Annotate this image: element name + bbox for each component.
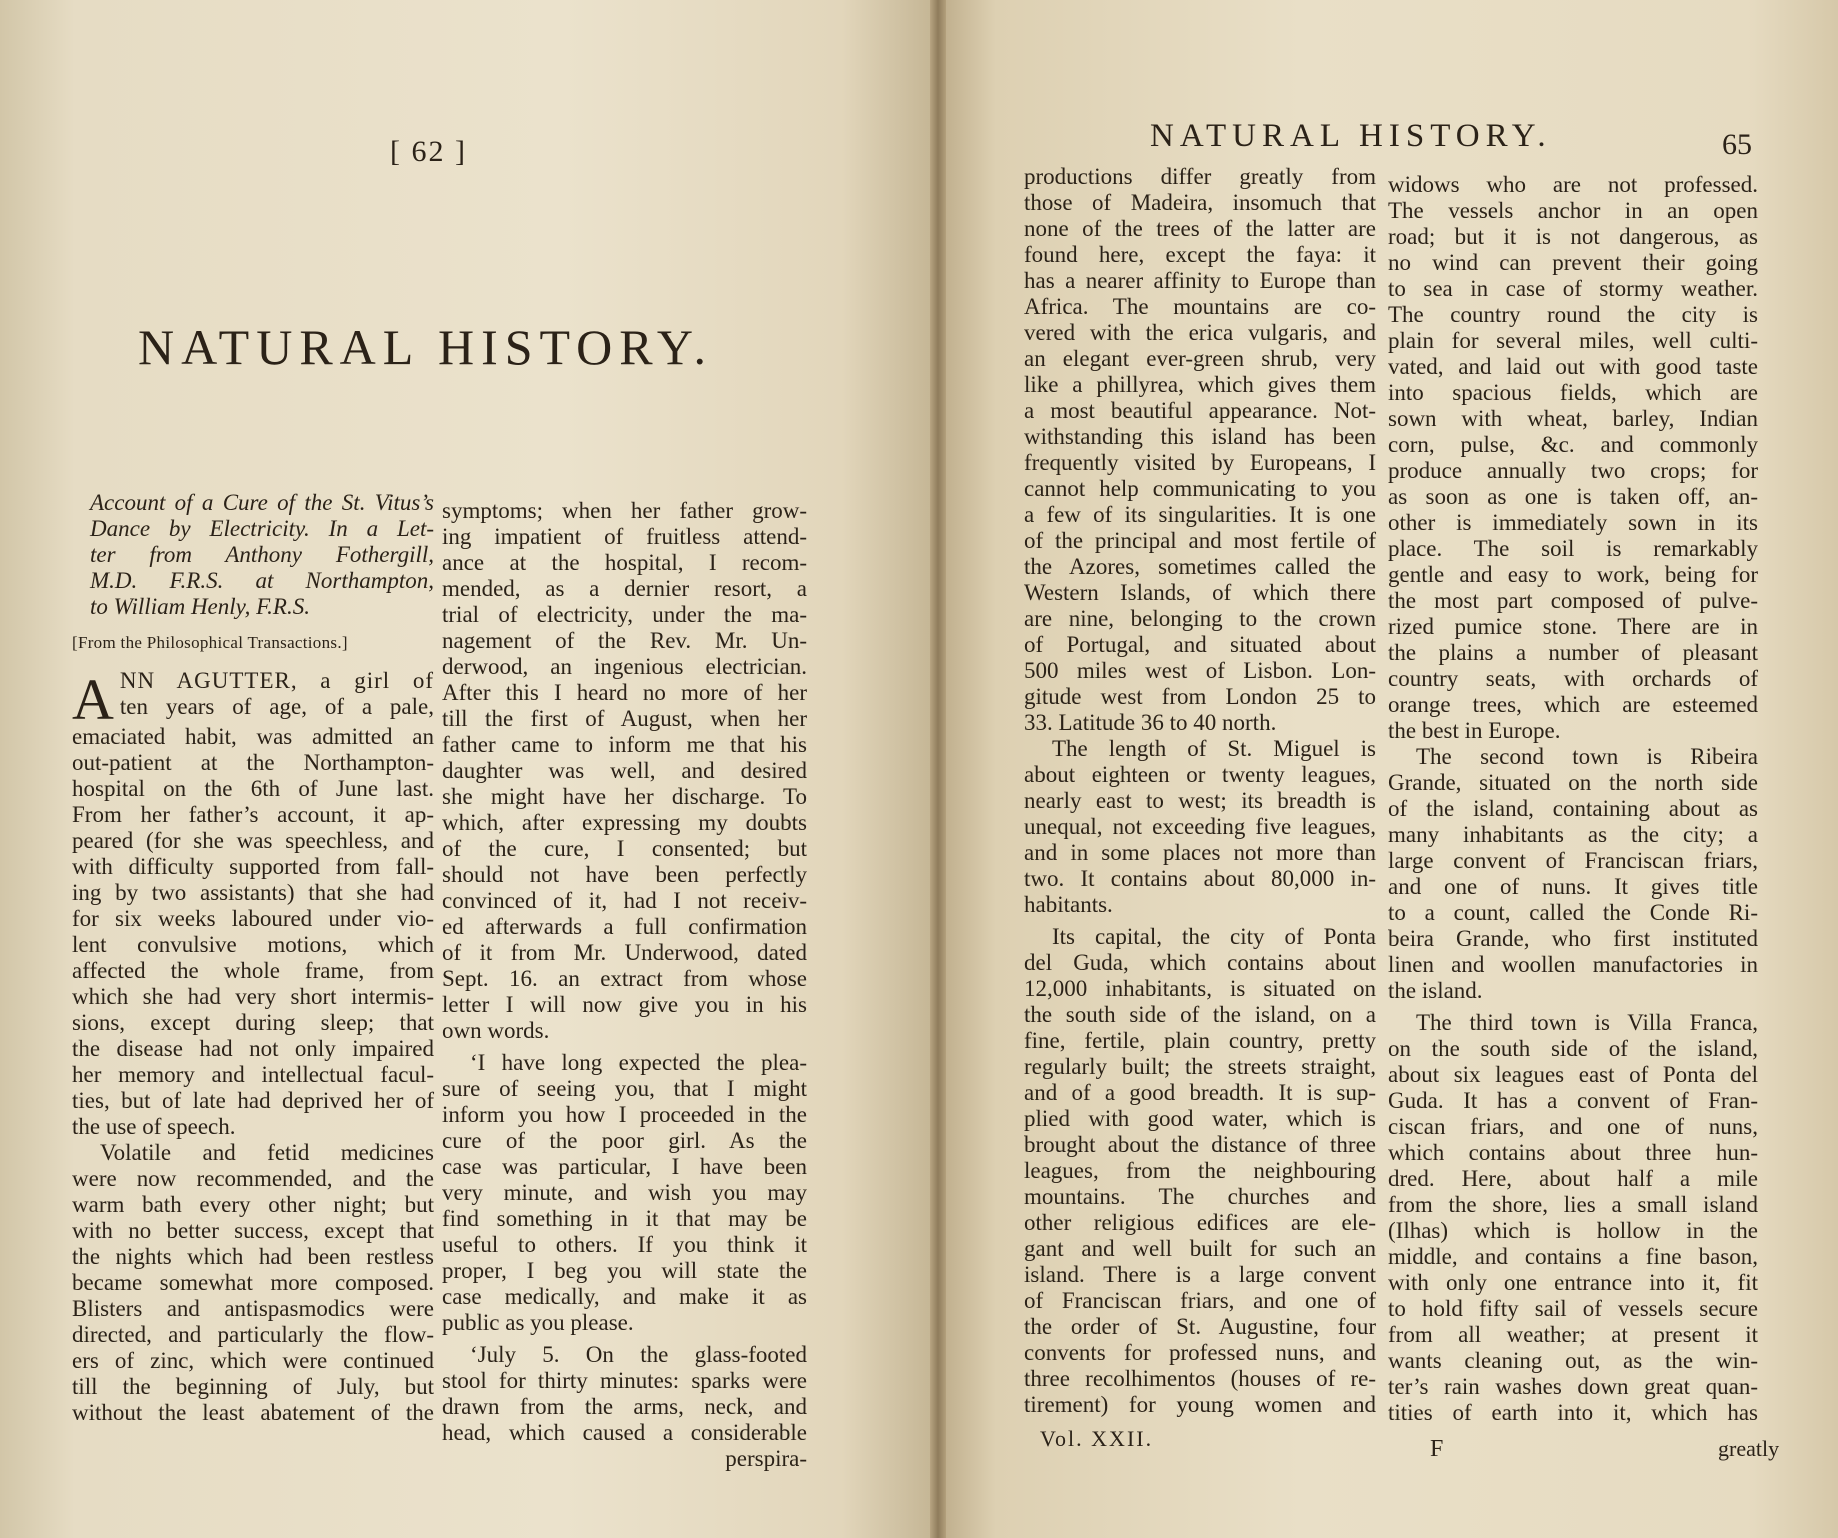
text-line: rized pumice stone. There are in	[1388, 614, 1758, 639]
text-line: unequal, not exceeding five leagues,	[1024, 814, 1376, 839]
paragraph	[1388, 744, 1758, 1004]
text-line: no wind can prevent their going	[1388, 250, 1758, 275]
text-line: with no better success, except that	[72, 1218, 434, 1243]
text-line: tirement) for young women and	[1024, 1392, 1376, 1417]
text-line: about six leagues east of Ponta del	[1388, 1062, 1758, 1087]
text-line: fine, fertile, plain country, pretty	[1024, 1028, 1376, 1053]
text-line: from all weather; at present it	[1388, 1322, 1758, 1347]
text-line: the nights which had been restless	[72, 1244, 434, 1269]
text-line: Its capital, the city of Ponta	[1052, 924, 1376, 949]
text-line: country seats, with orchards of	[1388, 666, 1758, 691]
text-line: trial of electricity, under the ma-	[442, 602, 807, 627]
text-line: The second town is Ribeira	[1416, 744, 1758, 769]
right-column-2	[1388, 172, 1758, 1426]
heading-line: Dance by Electricity. In a Let-	[90, 516, 434, 541]
text-line: linen and woollen manufactories in	[1388, 952, 1758, 977]
text-line: 500 miles west of Lisbon. Lon-	[1024, 658, 1376, 683]
text-line: of the principal and most fertile of	[1024, 528, 1376, 553]
text-line: stool for thirty minutes: sparks were	[442, 1368, 807, 1393]
left-column-1	[72, 490, 434, 1426]
text-line: corn, pulse, &c. and commonly	[1388, 432, 1758, 457]
section-title: NATURAL HISTORY.	[138, 319, 714, 375]
text-line: plied with good water, which is	[1024, 1106, 1376, 1131]
text-line: cure of the poor girl. As the	[442, 1128, 807, 1153]
paragraph	[72, 668, 434, 1140]
text-line: head, which caused a considerable	[442, 1420, 807, 1445]
text-line: The country round the city is	[1388, 302, 1758, 327]
text-line: emaciated habit, was admitted an	[72, 724, 434, 749]
text-line: withstanding this island has been	[1024, 424, 1376, 449]
text-line: cannot help communicating to you	[1024, 476, 1376, 501]
text-line: letter I will now give you in his	[442, 992, 807, 1017]
text-line: directed, and particularly the flow-	[72, 1322, 434, 1347]
text-line: a most beautiful appearance. Not-	[1024, 398, 1376, 423]
text-line: lent convulsive motions, which	[72, 932, 434, 957]
text-line: NN AGUTTER, a girl of	[119, 668, 434, 693]
text-line: with only one entrance into it, fit	[1388, 1270, 1758, 1295]
text-line: has a nearer affinity to Europe than	[1024, 268, 1376, 293]
text-line: middle, and contains a fine bason,	[1388, 1244, 1758, 1269]
text-line: frequently visited by Europeans, I	[1024, 450, 1376, 475]
text-line: tities of earth into it, which has	[1388, 1400, 1758, 1425]
text-line: own words.	[442, 1018, 550, 1043]
running-title: NATURAL HISTORY.	[1150, 118, 1552, 154]
text-line: sown with wheat, barley, Indian	[1388, 406, 1758, 431]
paragraph	[1024, 924, 1376, 1418]
text-line: to sea in case of stormy weather.	[1388, 276, 1758, 301]
text-line: The vessels anchor in an open	[1388, 198, 1758, 223]
text-line: to a count, called the Conde Ri-	[1388, 900, 1758, 925]
text-line: the plains a number of pleasant	[1388, 640, 1758, 665]
text-line: brought about the distance of three	[1024, 1132, 1376, 1157]
text-line: are nine, belonging to the crown	[1024, 606, 1376, 631]
paragraph	[442, 498, 807, 1044]
text-line: ers of zinc, which were continued	[72, 1348, 434, 1373]
text-line: find something in it that may be	[442, 1206, 807, 1231]
text-line: as soon as one is taken off, an-	[1388, 484, 1758, 509]
text-line: she might have her discharge. To	[442, 784, 807, 809]
text-line: case was particular, I have been	[442, 1154, 807, 1179]
text-line: drawn from the arms, neck, and	[442, 1394, 807, 1419]
text-line: Guda. It has a convent of Fran-	[1388, 1088, 1758, 1113]
text-line: From her father’s account, it ap-	[72, 802, 434, 827]
text-line: affected the whole frame, from	[72, 958, 434, 983]
text-line: and in some places not more than	[1024, 840, 1376, 865]
text-line: without the least abatement of the	[72, 1400, 434, 1425]
text-line: ciscan friars, and one of nuns,	[1388, 1114, 1758, 1139]
text-line: the best in Europe.	[1388, 718, 1561, 743]
text-line: gentle and easy to work, being for	[1388, 562, 1758, 587]
text-line: which, after expressing my doubts	[442, 810, 807, 835]
text-line: the most part composed of pulve-	[1388, 588, 1758, 613]
text-line: to hold fifty sail of vessels secure	[1388, 1296, 1758, 1321]
text-line: of Franciscan friars, and one of	[1024, 1288, 1376, 1313]
text-line: mountains. The churches and	[1024, 1184, 1376, 1209]
text-line: found here, except the faya: it	[1024, 242, 1376, 267]
text-line: which she had very short intermis-	[72, 984, 434, 1009]
text-line: The third town is Villa Franca,	[1416, 1010, 1758, 1035]
text-line: ‘I have long expected the plea-	[470, 1050, 807, 1075]
text-line: which contains about three hun-	[1388, 1140, 1758, 1165]
text-line: warm bath every other night; but	[72, 1192, 434, 1217]
text-line: island. There is a large convent	[1024, 1262, 1376, 1287]
text-line: with difficulty supported from fall-	[72, 854, 434, 879]
text-line: gitude west from London 25 to	[1024, 684, 1376, 709]
text-line: symptoms; when her father grow-	[442, 498, 807, 523]
text-line: her memory and intellectual facul-	[72, 1062, 434, 1087]
text-line: ‘July 5. On the glass-footed	[470, 1342, 807, 1367]
heading-line: Account of a Cure of the St. Vitus’s	[90, 490, 434, 515]
text-line: ing by two assistants) that she had	[72, 880, 434, 905]
text-line: other religious edifices are ele-	[1024, 1210, 1376, 1235]
paragraph	[1024, 736, 1376, 918]
drop-cap: A	[72, 667, 114, 732]
text-line: the island.	[1388, 978, 1483, 1003]
text-line: should not have been perfectly	[442, 862, 807, 887]
text-line: ance at the hospital, I recom-	[442, 550, 807, 575]
text-line: none of the trees of the latter are	[1024, 216, 1376, 241]
text-line: produce annually two crops; for	[1388, 458, 1758, 483]
text-line: mended, as a dernier resort, a	[442, 576, 807, 601]
text-line: nearly east to west; its breadth is	[1024, 788, 1376, 813]
text-line: ed afterwards a full confirmation	[442, 914, 807, 939]
text-line: the use of speech.	[72, 1114, 236, 1139]
text-line: like a phillyrea, which gives them	[1024, 372, 1376, 397]
printer-signature-mark: F	[1430, 1436, 1444, 1462]
text-line: on the south side of the island,	[1388, 1036, 1758, 1061]
paragraph	[1024, 164, 1376, 736]
text-line: Blisters and antispasmodics were	[72, 1296, 434, 1321]
heading-line: M.D. F.R.S. at Northampton,	[90, 568, 434, 593]
text-line: for six weeks laboured under vio-	[72, 906, 434, 931]
article-heading	[72, 490, 434, 620]
text-line: the order of St. Augustine, four	[1024, 1314, 1376, 1339]
heading-line: ter from Anthony Fothergill,	[90, 542, 434, 567]
text-line: dred. Here, about half a mile	[1388, 1166, 1758, 1191]
text-line: two. It contains about 80,000 in-	[1024, 866, 1376, 891]
text-line: Sept. 16. an extract from whose	[442, 966, 807, 991]
text-line: of the cure, I consented; but	[442, 836, 807, 861]
text-line: very minute, and wish you may	[442, 1180, 807, 1205]
text-line: father came to inform me that his	[442, 732, 807, 757]
text-line: nagement of the Rev. Mr. Un-	[442, 628, 807, 653]
text-line: public as you please.	[442, 1310, 634, 1335]
text-line: sure of seeing you, that I might	[442, 1076, 807, 1101]
text-line: ties, but of late had deprived her of	[72, 1088, 434, 1113]
text-line: proper, I beg you will state the	[442, 1258, 807, 1283]
right-page-number: 65	[1722, 128, 1752, 161]
text-line: plain for several miles, well culti-	[1388, 328, 1758, 353]
text-line: gant and well built for such an	[1024, 1236, 1376, 1261]
text-line: ter’s rain washes down great quan-	[1388, 1374, 1758, 1399]
text-line: of the island, containing about as	[1388, 796, 1758, 821]
text-line: widows who are not professed.	[1388, 172, 1758, 197]
left-page-number: [ 62 ]	[390, 135, 467, 168]
text-line: of it from Mr. Underwood, dated	[442, 940, 807, 965]
text-line: 12,000 inhabitants, is situated on	[1024, 976, 1376, 1001]
text-line: those of Madeira, insomuch that	[1024, 190, 1376, 215]
text-line: vated, and laid out with good taste	[1388, 354, 1758, 379]
text-line: became somewhat more composed.	[72, 1270, 434, 1295]
text-line: productions differ greatly from	[1024, 164, 1376, 189]
text-line: After this I heard no more of her	[442, 680, 807, 705]
text-line: ten years of age, of a pale,	[119, 694, 434, 719]
text-line: the Azores, sometimes called the	[1024, 554, 1376, 579]
text-line: road; but it is not dangerous, as	[1388, 224, 1758, 249]
text-line: Western Islands, of which there	[1024, 580, 1376, 605]
text-line: Grande, situated on the north side	[1388, 770, 1758, 795]
text-line: leagues, from the neighbouring	[1024, 1158, 1376, 1183]
text-line: regularly built; the streets straight,	[1024, 1054, 1376, 1079]
paragraph	[1388, 172, 1758, 744]
text-line: habitants.	[1024, 892, 1113, 917]
paragraph	[72, 1140, 434, 1426]
catchword: greatly	[1718, 1436, 1780, 1461]
source-note: [From the Philosophical Transactions.]	[72, 633, 348, 652]
text-line: useful to others. If you think it	[442, 1232, 807, 1257]
heading-line: to William Henly, F.R.S.	[90, 594, 310, 619]
text-line: case medically, and make it as	[442, 1284, 807, 1309]
text-line: a few of its singularities. It is one	[1024, 502, 1376, 527]
text-line: Volatile and fetid medicines	[100, 1140, 434, 1165]
book-gutter	[930, 0, 946, 1538]
text-line: other is immediately sown in its	[1388, 510, 1758, 535]
text-line: three recolhimentos (houses of re-	[1024, 1366, 1376, 1391]
left-column-2	[442, 498, 807, 1472]
text-line: till the beginning of July, but	[72, 1374, 434, 1399]
text-line: into spacious fields, which are	[1388, 380, 1758, 405]
text-line: sions, except during sleep; that	[72, 1010, 434, 1035]
right-column-1	[1024, 164, 1376, 1418]
text-line: the disease had not only impaired	[72, 1036, 434, 1061]
text-line: 33. Latitude 36 to 40 north.	[1024, 710, 1277, 735]
text-line: were now recommended, and the	[72, 1166, 434, 1191]
text-line: vered with the erica vulgaris, and	[1024, 320, 1376, 345]
text-line: out-patient at the Northampton-	[72, 750, 434, 775]
text-line: (Ilhas) which is hollow in the	[1388, 1218, 1758, 1243]
text-line: from the shore, lies a small island	[1388, 1192, 1758, 1217]
text-line: The length of St. Miguel is	[1052, 736, 1376, 761]
text-line: ing impatient of fruitless attend-	[442, 524, 807, 549]
text-line: convents for professed nuns, and	[1024, 1340, 1376, 1365]
text-line: derwood, an ingenious electrician.	[442, 654, 807, 679]
text-line: large convent of Franciscan friars,	[1388, 848, 1758, 873]
text-line: daughter was well, and desired	[442, 758, 807, 783]
text-line: the south side of the island, on a	[1024, 1002, 1376, 1027]
text-line: an elegant ever-green shrub, very	[1024, 346, 1376, 371]
text-line: about eighteen or twenty leagues,	[1024, 762, 1376, 787]
paragraph	[442, 1050, 807, 1336]
text-line: Africa. The mountains are co-	[1024, 294, 1376, 319]
text-line: wants cleaning out, as the win-	[1388, 1348, 1758, 1373]
text-line: orange trees, which are esteemed	[1388, 692, 1758, 717]
text-line: many inhabitants as the city; a	[1388, 822, 1758, 847]
text-line: till the first of August, when her	[442, 706, 807, 731]
volume-signature: Vol. XXII.	[1040, 1426, 1154, 1451]
text-line: and one of nuns. It gives title	[1388, 874, 1758, 899]
text-line: convinced of it, had I not receiv-	[442, 888, 807, 913]
text-line: and of a good breadth. It is sup-	[1024, 1080, 1376, 1105]
text-line: beira Grande, who first instituted	[1388, 926, 1758, 951]
paragraph	[442, 1342, 807, 1472]
paragraph	[1388, 1010, 1758, 1426]
text-line: peared (for she was speechless, and	[72, 828, 434, 853]
text-line: hospital on the 6th of June last.	[72, 776, 434, 801]
text-line: inform you how I proceeded in the	[442, 1102, 807, 1127]
text-line: of Portugal, and situated about	[1024, 632, 1376, 657]
text-line: place. The soil is remarkably	[1388, 536, 1758, 561]
text-line: del Guda, which contains about	[1024, 950, 1376, 975]
catchword: perspira-	[725, 1446, 807, 1471]
